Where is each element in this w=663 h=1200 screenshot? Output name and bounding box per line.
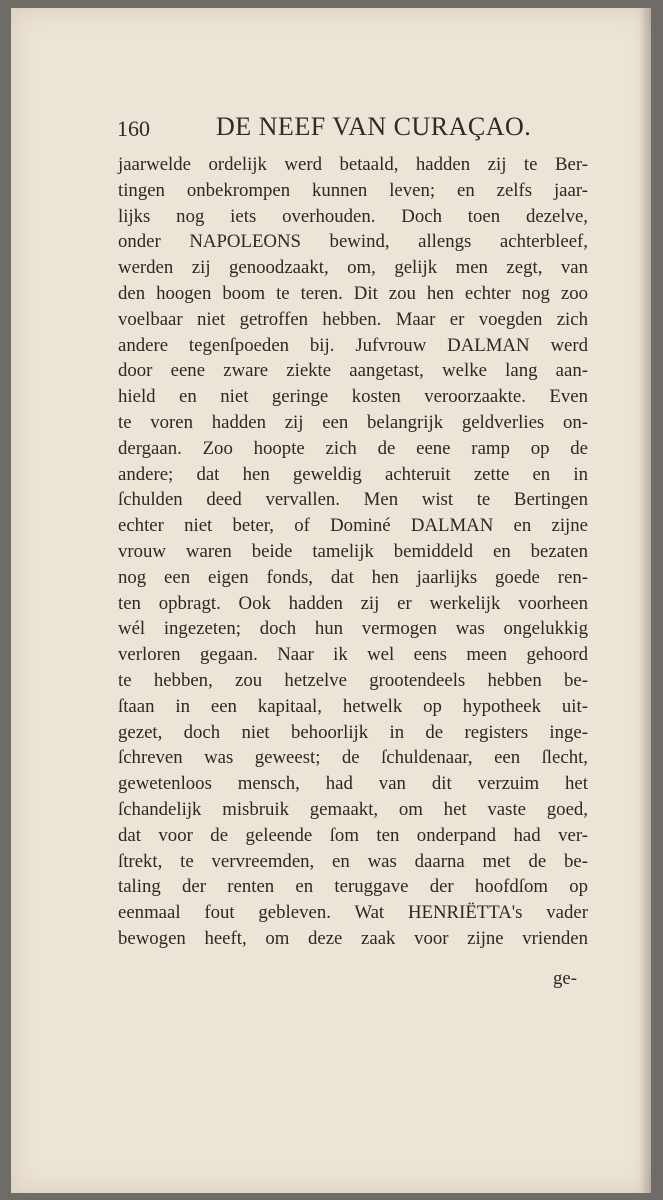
text-line: gewetenloos mensch, had van dit verzuim het bbox=[118, 773, 588, 795]
text-line: andere tegenſpoeden bij. Jufvrouw DALMAN werd bbox=[118, 334, 588, 356]
text-line: bewogen heeft, om deze zaak voor zijne vrienden bbox=[118, 927, 588, 949]
text-line: ſchandelijk misbruik gemaakt, om het vaste goed, bbox=[118, 798, 588, 820]
catchword: ge- bbox=[553, 968, 577, 989]
text-line: wél ingezeten; doch hun vermogen was ongelukkig bbox=[118, 618, 588, 640]
text-line: tingen onbekrompen kunnen leven; en zelfs jaar- bbox=[118, 179, 588, 201]
text-line: ſtrekt, te vervreemden, en was daarna met de be- bbox=[118, 850, 588, 872]
text-line: gezet, doch niet behoorlijk in de registers inge- bbox=[118, 721, 588, 743]
text-line: dergaan. Zoo hoopte zich de eene ramp op de bbox=[118, 437, 588, 459]
text-line: echter niet beter, of Dominé DALMAN en zijne bbox=[118, 515, 588, 537]
text-line: te voren hadden zij een belangrijk geldverlies on- bbox=[118, 411, 588, 433]
text-line: verloren gegaan. Naar ik wel eens meen gehoord bbox=[118, 644, 588, 666]
running-title: DE NEEF VAN CURAÇAO. bbox=[216, 112, 532, 141]
text-line: voelbaar niet getroffen hebben. Maar er voegden zich bbox=[118, 308, 588, 330]
page-header bbox=[117, 112, 607, 146]
text-line: nog een eigen fonds, dat hen jaarlijks goede ren- bbox=[118, 566, 588, 588]
text-line: eenmaal fout gebleven. Wat HENRIËTTA's vader bbox=[118, 902, 588, 924]
text-line: andere; dat hen geweldig achteruit zette en in bbox=[118, 463, 588, 485]
page-number: 160 bbox=[117, 116, 150, 141]
text-line: jaarwelde ordelijk werd betaald, hadden zij te Ber- bbox=[118, 154, 588, 175]
text-line: ten opbragt. Ook hadden zij er werkelijk voorheen bbox=[118, 592, 588, 614]
text-line: den hoogen boom te teren. Dit zou hen echter nog zoo bbox=[118, 282, 588, 304]
text-line: hield en niet geringe kosten veroorzaakte. Even bbox=[118, 386, 588, 408]
gutter-shadow bbox=[639, 8, 651, 1193]
text-line: te hebben, zou hetzelve grootendeels hebben be- bbox=[118, 669, 588, 691]
text-line: taling der renten en teruggave der hoofdſom op bbox=[118, 876, 588, 898]
text-line: werden zij genoodzaakt, om, gelijk men zegt, van bbox=[118, 257, 588, 279]
text-line: lijks nog iets overhouden. Doch toen dezelve, bbox=[118, 205, 588, 227]
text-line: ſchulden deed vervallen. Men wist te Bertingen bbox=[118, 489, 588, 511]
text-line: vrouw waren beide tamelijk bemiddeld en bezaten bbox=[118, 540, 588, 562]
text-line: dat voor de geleende ſom ten onderpand had ver- bbox=[118, 824, 588, 846]
text-line: door eene zware ziekte aangetast, welke lang aan- bbox=[118, 360, 588, 382]
text-line: ſchreven was geweest; de ſchuldenaar, een ſlecht, bbox=[118, 747, 588, 769]
text-line: onder NAPOLEONS bewind, allengs achterbleef, bbox=[118, 231, 588, 253]
text-line: ſtaan in een kapitaal, hetwelk op hypotheek uit- bbox=[118, 695, 588, 717]
body-text bbox=[118, 152, 588, 952]
